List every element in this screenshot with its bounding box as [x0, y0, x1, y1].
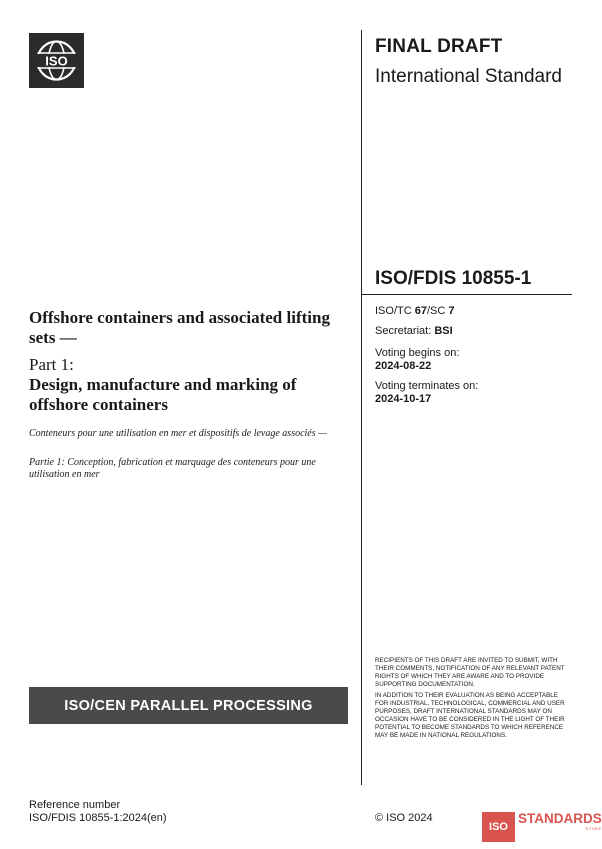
document-type: International Standard	[375, 66, 562, 87]
store-iso-mark: ISO	[482, 812, 515, 842]
french-title-main: Conteneurs pour une utilisation en mer et dispositifs de levage associés —	[29, 428, 328, 439]
title-main: Offshore containers and associated lifting sets —	[29, 308, 330, 347]
voting-begins-label: Voting begins on:	[375, 347, 460, 359]
store-sub: STORE	[585, 826, 602, 831]
evaluation-notice: IN ADDITION TO THEIR EVALUATION AS BEING ACCEPTABLE FOR INDUSTRIAL, TECHNOLOGICAL, COMMERCIAL AND USER PURPOSES, DRAFT INTERNATIONAL STANDARDS MAY ON OCCASION HAVE TO BE CONSIDERED IN THE LIGHT OF THEIR POTENTIAL TO BECOME STANDARDS TO WHICH REFERENCE MAY BE MADE IN NATIONAL REGULATIONS.	[375, 692, 565, 739]
part-title: Design, manufacture and marking of offshore containers	[29, 375, 297, 414]
reference-number: ISO/FDIS 10855-1:2024(en)	[29, 812, 167, 824]
voting-begins-date: 2024-08-22	[375, 360, 432, 372]
document-number: ISO/FDIS 10855-1	[375, 268, 532, 289]
voting-ends-label: Voting terminates on:	[375, 380, 479, 392]
copyright: © ISO 2024	[375, 812, 433, 824]
svg-text:ISO: ISO	[45, 53, 68, 69]
horizontal-divider	[361, 294, 572, 295]
part-label: Part 1:	[29, 355, 74, 374]
parallel-processing-banner: ISO/CEN PARALLEL PROCESSING	[29, 687, 348, 724]
draft-status: FINAL DRAFT	[375, 36, 503, 57]
voting-ends-date: 2024-10-17	[375, 393, 432, 405]
secretariat-line: Secretariat: BSI	[375, 325, 453, 337]
vertical-divider	[361, 30, 362, 785]
committee-line: ISO/TC 67/SC 7	[375, 305, 455, 317]
iso-logo	[29, 33, 84, 88]
iso-standards-store-logo	[482, 812, 602, 842]
french-part-title: Partie 1: Conception, fabrication et marquage des conteneurs pour une utilisation en mer	[29, 457, 316, 480]
globe-icon	[29, 33, 84, 88]
store-name: STANDARDS	[518, 811, 602, 826]
reference-label: Reference number	[29, 799, 121, 811]
patent-notice: RECIPIENTS OF THIS DRAFT ARE INVITED TO SUBMIT, WITH THEIR COMMENTS, NOTIFICATION OF ANY RELEVANT PATENT RIGHTS OF WHICH THEY ARE AWARE AND TO PROVIDE SUPPORTING DOCUMENTATION.	[375, 657, 565, 688]
